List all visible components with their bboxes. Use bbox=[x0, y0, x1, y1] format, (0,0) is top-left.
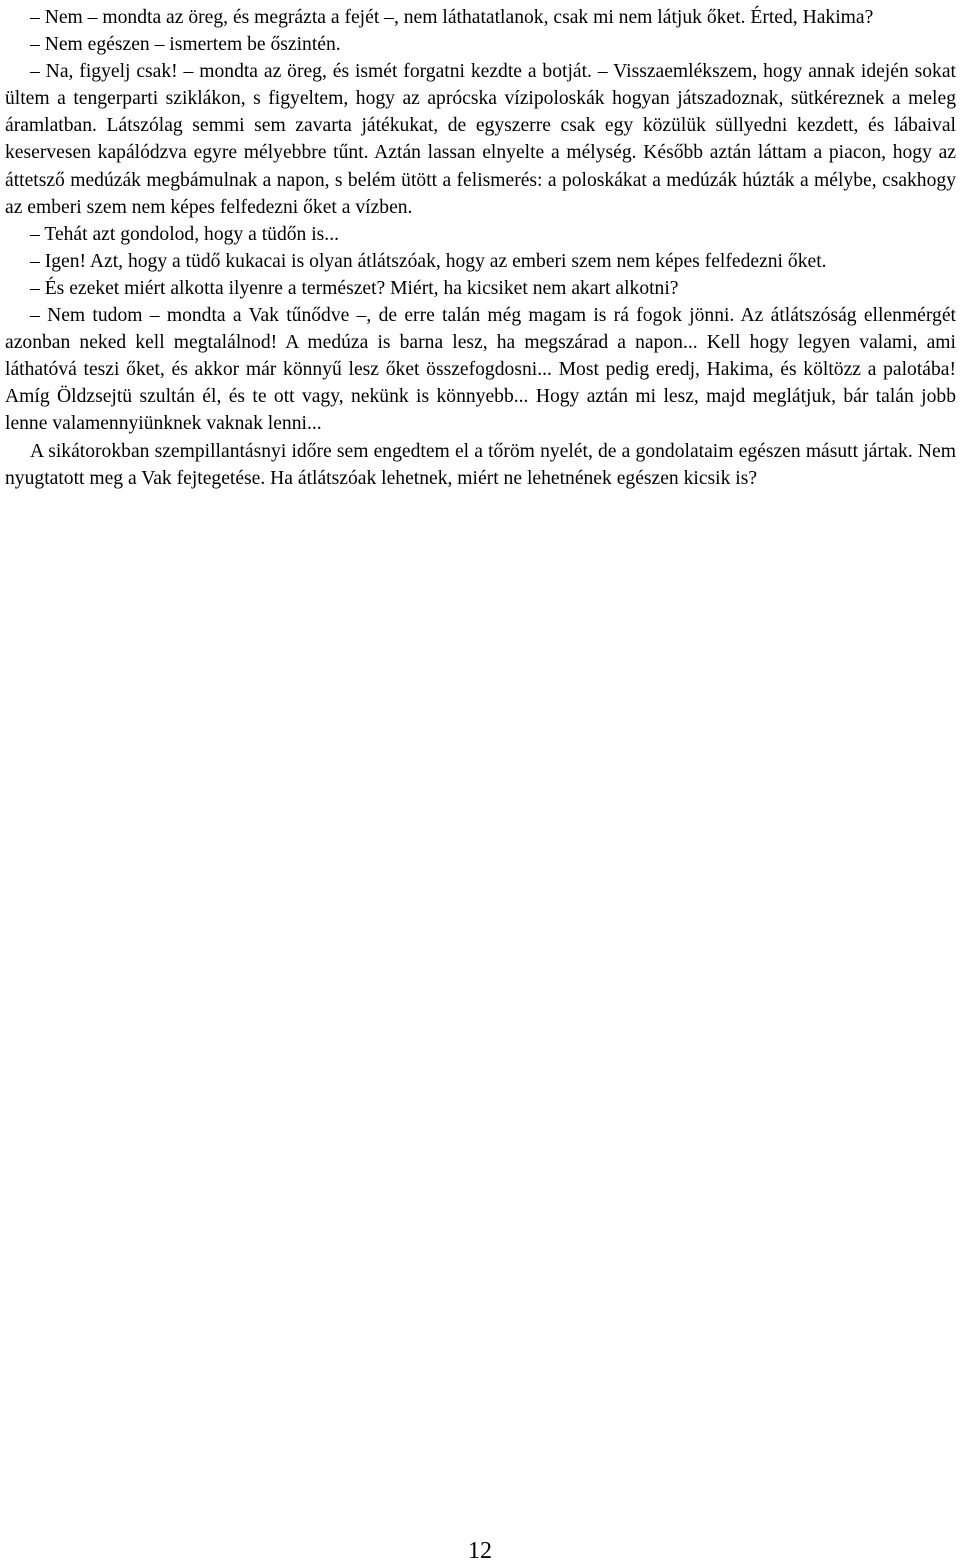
paragraph-2: – Nem egészen – ismertem be őszintén. bbox=[30, 34, 341, 56]
paragraph-4: – Tehát azt gondolod, hogy a tüdőn is... bbox=[30, 223, 340, 245]
page-body bbox=[5, 4, 956, 492]
page-number: 12 bbox=[468, 1538, 492, 1564]
paragraph-3: – Na, figyelj csak! – mondta az öreg, és ismét forgatni kezdte a botját. – Visszaemlékszem, hogy annak idején sokat ültem a tengerparti sziklákon, s figyeltem, hogy az aprócska vízipoloskák hogyan játszadoznak, sütkéreznek a meleg áramlatban. Látszólag semmi sem zavarta játékukat, de egyszerre csak egy közülük süllyedni kezdett, és lábaival keservesen kapálódzva egyre mélyebbre tűnt. Aztán lassan elnyelte a mélység. Később aztán láttam a piacon, hogy az áttetsző medúzák megbámulnak a napon, s belém ütött a felismerés: a poloskákat a medúzák húzták a mélybe, csakhogy az emberi szem nem képes felfedezni őket a vízben. bbox=[5, 61, 956, 218]
paragraph-8: A sikátorokban szempillantásnyi időre sem engedtem el a tőröm nyelét, de a gondolataim egészen másutt jártak. Nem nyugtatott meg a Vak fejtegetése. Ha átlátszóak lehetnek, miért ne lehetnének egészen kicsik is? bbox=[5, 440, 956, 489]
paragraph-5: – Igen! Azt, hogy a tüdő kukacai is olyan átlátszóak, hogy az emberi szem nem képes felfedezni őket. bbox=[30, 250, 827, 272]
paragraph-7: – Nem tudom – mondta a Vak tűnődve –, de erre talán még magam is rá fogok jönni. Az átlátszóság ellenmérgét azonban neked kell megtalálnod! A medúza is barna lesz, ha megszárad a napon... Kell hogy legyen valami, ami láthatóvá teszi őket, és akkor már könnyű lesz őket összefogdosni... Most pedig eredj, Hakima, és költözz a palotába! Amíg Öldzsejtü szultán él, és te ott vagy, nekünk is könnyebb... Hogy aztán mi lesz, majd meglátjuk, bár talán jobb lenne valamennyiünknek vaknak lenni... bbox=[5, 305, 956, 435]
paragraph-6: – És ezeket miért alkotta ilyenre a természet? Miért, ha kicsiket nem akart alkotni? bbox=[30, 277, 679, 299]
paragraph-1: – Nem – mondta az öreg, és megrázta a fejét –, nem láthatatlanok, csak mi nem látjuk őket. Érted, Hakima? bbox=[30, 7, 874, 28]
